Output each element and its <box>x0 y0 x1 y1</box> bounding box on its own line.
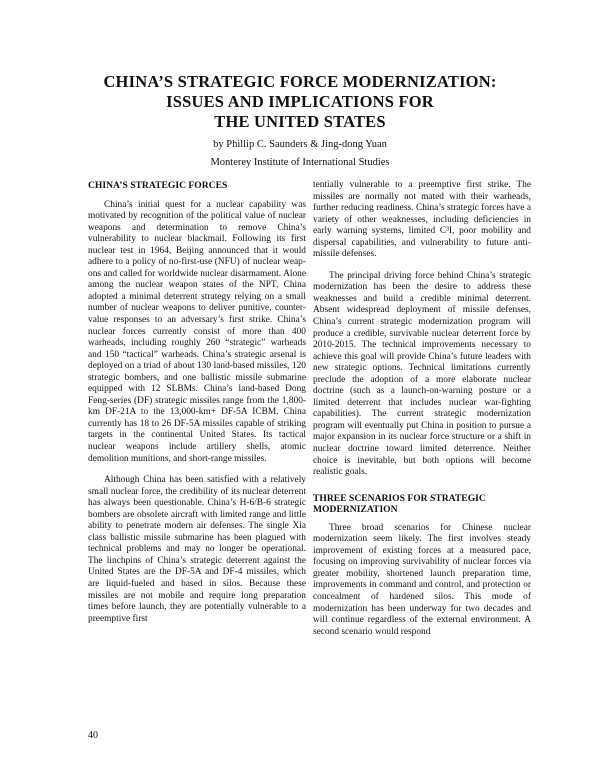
title-line-1: CHINA’S STRATEGIC FORCE MODERNIZATION: <box>103 72 497 91</box>
title-line-3: THE UNITED STATES <box>214 112 386 131</box>
left-column <box>88 180 306 635</box>
paragraph-continued: tentially vulnerable to a preemptive first strike. The missiles are normally not mated with their warheads, further reducing readiness. China’s strategic forces have a variety of other weaknesses, including deficiencies in early warning systems, limited C³I, poor mobility and dispersal capabilities, and vulnerability to future anti-missile defenses. <box>313 180 531 260</box>
paragraph: Three broad scenarios for Chinese nuclear modernization seem likely. The first involves steady improvement of existing forces at a measured pace, focusing on improving survivability of nuclear forces via greater mobility, shortened launch preparation time, improvements in command and control, and protection or concealment of hardened silos. This mode of modernization has been underway for two decades and will continue regardless of the external environment. A second scenario would respond <box>313 522 531 637</box>
author-names: by Phillip C. Saunders & Jing-dong Yuan <box>213 139 387 150</box>
article-title <box>60 72 540 132</box>
byline <box>60 136 540 172</box>
paragraph: China’s initial quest for a nuclear capability was motivated by recognition of the political value of nuclear weapons and determination to remove China’s vulnerability to nuclear blackmail. Following its first nuclear test in 1964, Beijing announced that it would adhere to a policy of no-first-use (NFU) of nuclear weapons and called for worldwide nuclear disarmament. Alone among the nuclear weapon states of the NPT, China adopted a minimal deterrent strategy relying on a small number of nuclear weapons to deliver punitive, counter-value responses to an adversary’s first strike. China’s nuclear forces currently consist of more than 400 warheads, including roughly 260 “strategic” warheads and 150 “tactical” warheads. China’s strategic arsenal is deployed on a triad of about 130 land-based missiles, 120 strategic bombers, and one ballistic missile submarine equipped with 12 SLBMs. China’s land-based Dong Feng-series (DF) strategic missiles range from the 1,800-km DF-21A to the 13,000-km+ DF-5A ICBM. China currently has 18 to 26 DF-5A missiles capable of striking targets in the continental United States. Its tactical nuclear weapons include artillery shells, atomic demolition munitions, and short-range missiles. <box>88 199 306 464</box>
page-number: 40 <box>88 730 98 741</box>
paragraph: The principal driving force behind China’s strategic modernization has been the desire to address these weaknesses and build a credible minimal deterrent. Absent widespread deployment of missile defenses, China’s current strategic modernization program will produce a credible, survivable nuclear deterrent force by 2010-2015. The technical improvements necessary to achieve this goal will provide China’s future leaders with new strategic options. Technical limitations currently preclude the adoption of a more elaborate nuclear doctrine (such as a launch-on-warning posture or a limited deterrent that includes nuclear war-fighting capabilities). The current strategic modernization program will eventually put China in position to pursue a major expansion in its nuclear force structure or a shift in nuclear doctrine toward limited deterrence. Neither choice is inevitable, but both options will become realistic goals. <box>313 270 531 478</box>
section-heading-three-scenarios: THREE SCENARIOS FOR STRATEGIC MODERNIZATION <box>313 492 486 516</box>
author-affiliation: Monterey Institute of International Studies <box>210 157 390 168</box>
section-heading-strategic-forces: CHINA’S STRATEGIC FORCES <box>88 180 228 191</box>
paragraph: Although China has been satisfied with a relatively small nuclear force, the credibility of its nuclear deterrent has always been questionable. China’s H-6/B-6 strategic bombers are obsolete aircraft with limited range and little ability to penetrate modern air defenses. The single Xia class ballistic missile submarine has been plagued with technical problems and may no longer be operational. The linchpins of China’s strategic deterrent against the United States are the DF-5A and DF-4 missiles, which are liquid-fueled and based in silos. Because these missiles are not mobile and require long preparation times before launch, they are potentially vulnerable to a preemptive first <box>88 475 306 624</box>
title-line-2: ISSUES AND IMPLICATIONS FOR <box>166 92 434 111</box>
right-column <box>313 180 531 648</box>
